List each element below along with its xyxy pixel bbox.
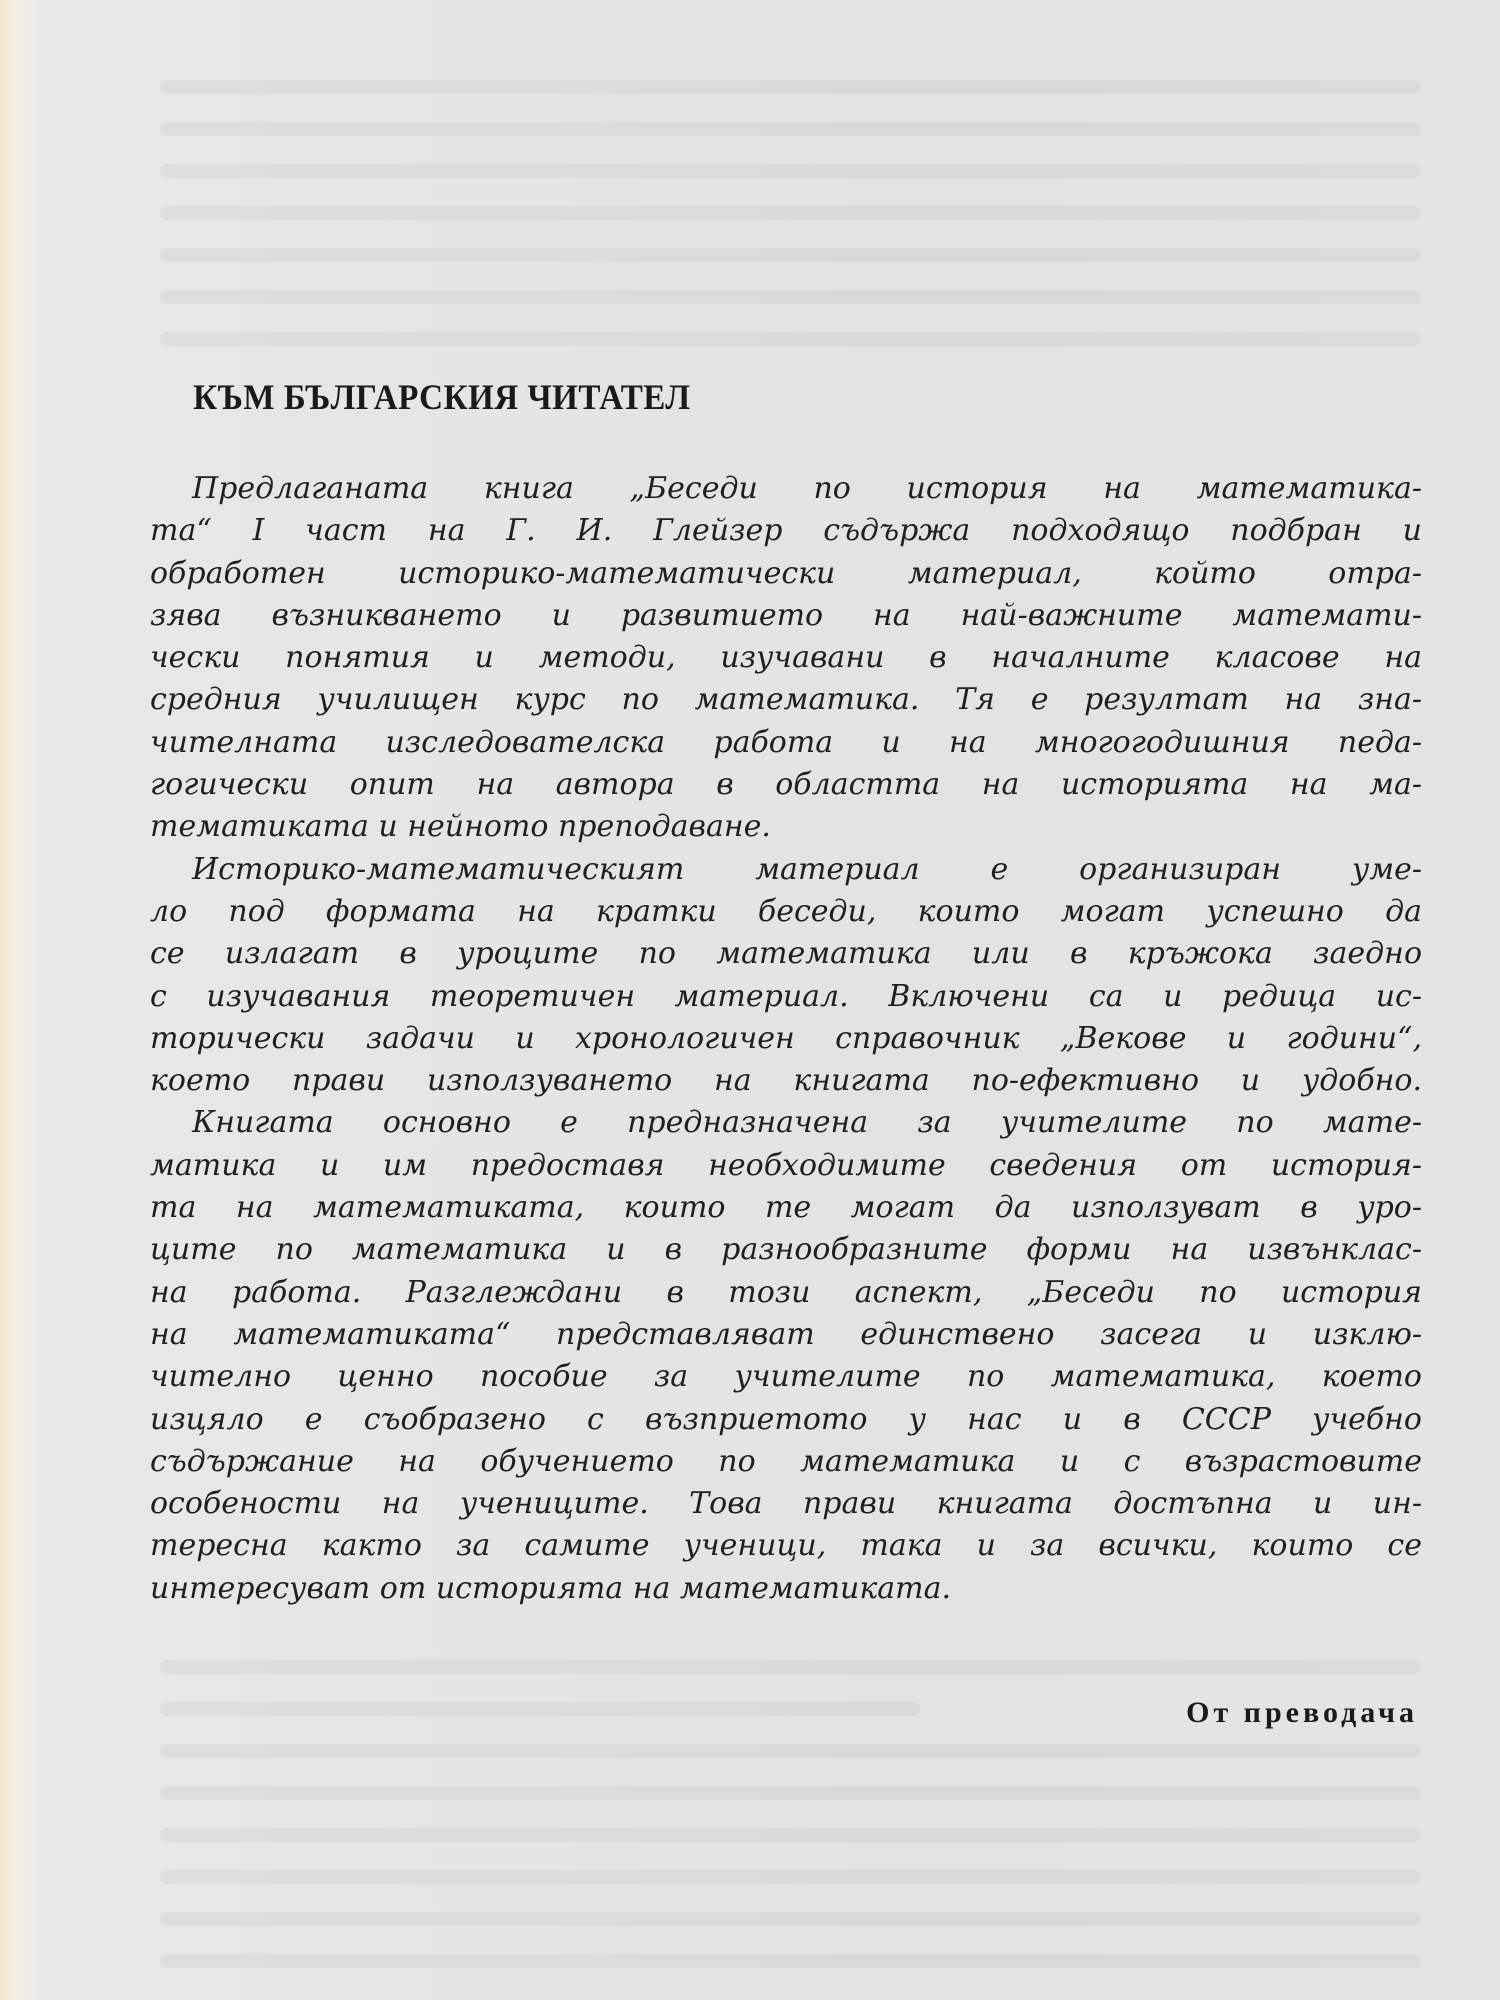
text-line: се излагат в уроците по математика или в кръжока заедно <box>150 936 1422 972</box>
text-line: тематиката и нейното преподаване. <box>150 809 771 845</box>
body-text <box>150 468 1422 1610</box>
text-line: интересуват от историята на математиката. <box>150 1570 952 1606</box>
text-line: на работа. Разглеждани в този аспект, „Беседи по история <box>150 1274 1422 1310</box>
text-line: Предлаганата книга „Беседи по история на математика- <box>192 471 1422 506</box>
text-line: чителната изследователска работа и на многогодишния педа- <box>150 724 1422 760</box>
text-line: Книгата основно е предназначена за учителите по мате- <box>192 1105 1422 1141</box>
signature: От преводача <box>1186 1696 1418 1729</box>
text-line: обработен историко-математически материал, който отра- <box>150 555 1422 591</box>
text-line: зява възникването и развитието на най-важните математи- <box>150 597 1422 633</box>
page-heading: КЪМ БЪЛГАРСКИЯ ЧИТАТЕЛ <box>193 377 691 417</box>
text-line: съдържание на обучението по математика и с възрастовите <box>150 1443 1422 1479</box>
text-line: чески понятия и методи, изучавани в началните класове на <box>150 640 1422 676</box>
text-line: та“ I част на Г. И. Глейзер съдържа подходящо подбран и <box>150 513 1422 549</box>
text-line: особености на учениците. Това прави книгата достъпна и ин- <box>150 1486 1422 1522</box>
text-line: с изучавания теоретичен материал. Включени са и редица ис- <box>150 978 1422 1014</box>
text-line: тересна както за самите ученици, така и за всички, които се <box>150 1528 1422 1564</box>
text-line: гогически опит на автора в областта на историята на ма- <box>150 767 1422 803</box>
text-line: матика и им предоставя необходимите сведения от история- <box>150 1147 1422 1183</box>
text-line: на математиката“ представляват единствено засега и изклю- <box>150 1316 1422 1352</box>
text-line: изцяло е съобразено с възприетото у нас и в СССР учебно <box>150 1401 1422 1437</box>
text-line: та на математиката, които те могат да използуват в уро- <box>150 1190 1422 1226</box>
text-line: което прави използуването на книгата по-ефективно и удобно. <box>150 1063 1422 1099</box>
text-line: Историко-математическият материал е организиран уме- <box>192 851 1422 887</box>
text-line: торически задачи и хронологичен справочник „Векове и години“, <box>150 1020 1422 1056</box>
text-line: ците по математика и в разнообразните форми на извънклас- <box>150 1232 1422 1268</box>
page-binding-edge <box>0 0 14 2000</box>
text-line: ло под формата на кратки беседи, които могат успешно да <box>150 893 1422 929</box>
text-line: средния училищен курс по математика. Тя е резултат на зна- <box>150 682 1422 718</box>
text-line: чително ценно пособие за учителите по математика, което <box>150 1359 1422 1395</box>
